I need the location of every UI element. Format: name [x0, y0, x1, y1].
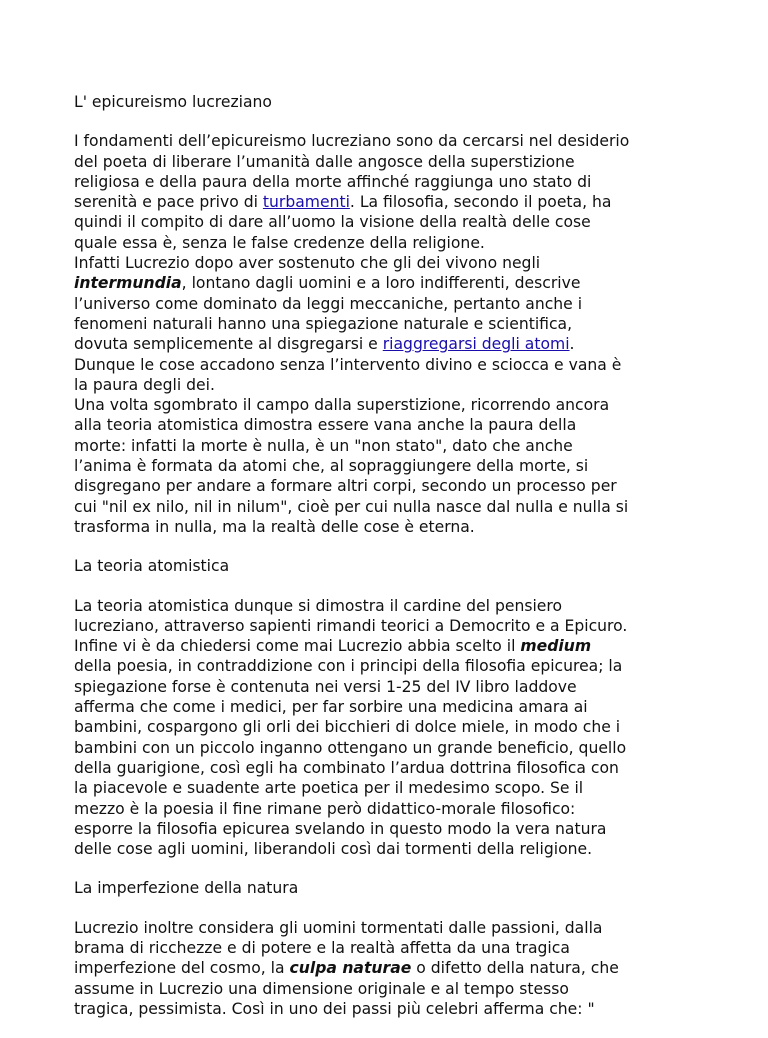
paragraph-teoria-atomistica	[74, 596, 704, 860]
paragraph-epicureismo	[74, 131, 704, 537]
text-line: esporre la filosofia epicurea svelando in questo modo la vera natura	[74, 819, 607, 838]
text-line: Infatti Lucrezio dopo aver sostenuto che gli dei vivono negli	[74, 254, 541, 273]
term-culpa-naturae: culpa naturae	[289, 959, 412, 978]
text-line: afferma che come i medici, per far sorbire una medicina amara ai	[74, 698, 588, 717]
text-line: bambini con un piccolo inganno ottengano un grande beneficio, quello	[74, 738, 627, 757]
text-line: disgregano per andare a formare altri corpi, secondo un processo per	[74, 477, 617, 496]
text-line: Una volta sgombrato il campo dalla superstizione, ricorrendo ancora	[74, 396, 610, 415]
text-line	[74, 958, 704, 978]
text-line: la piacevole e suadente arte poetica per il medesimo scopo. Se il	[74, 779, 584, 798]
text-line: mezzo è la poesia il fine rimane però didattico-morale filosofico:	[74, 799, 576, 818]
text-fragment: . La filosofia, secondo il poeta, ha	[349, 193, 612, 212]
text-line: cui "nil ex nilo, nil in nilum", cioè per cui nulla nasce dal nulla e nulla si	[74, 497, 629, 516]
link-riaggregarsi-degli-atomi[interactable]: riaggregarsi degli atomi	[382, 335, 570, 354]
text-fragment: imperfezione del cosmo, la	[74, 959, 290, 978]
text-line: alla teoria atomistica dimostra essere vana anche la paura della	[74, 416, 577, 435]
text-line: tragica, pessimista. Così in uno dei passi più celebri afferma che: "	[74, 999, 595, 1018]
text-line: la paura degli dei.	[74, 375, 215, 394]
text-line: Dunque le cose accadono senza l’intervento divino e sciocca e vana è	[74, 355, 622, 374]
text-line: del poeta di liberare l’umanità dalle angosce della superstizione	[74, 152, 575, 171]
text-line: delle cose agli uomini, liberandoli così dai tormenti della religione.	[74, 840, 593, 859]
text-line	[74, 636, 704, 656]
text-line: l’anima è formata da atomi che, al sopraggiungere della morte, si	[74, 457, 589, 476]
text-line: quale essa è, senza le false credenze della religione.	[74, 233, 485, 252]
text-fragment: serenità e pace privo di	[74, 193, 263, 212]
section-title-teoria-atomistica: La teoria atomistica	[74, 557, 230, 576]
text-fragment: Infine vi è da chiedersi come mai Lucrezio abbia scelto il	[74, 637, 521, 656]
text-fragment: dovuta semplicemente al disgregarsi e	[74, 335, 383, 354]
text-line: spiegazione forse è contenuta nei versi 1-25 del IV libro laddove	[74, 677, 577, 696]
text-line: quindi il compito di dare all’uomo la visione della realtà delle cose	[74, 213, 591, 232]
text-line: l’universo come dominato da leggi meccaniche, pertanto anche i	[74, 294, 583, 313]
text-line: La teoria atomistica dunque si dimostra il cardine del pensiero	[74, 596, 562, 615]
text-fragment: , lontano dagli uomini e a loro indifferenti, descrive	[181, 274, 581, 293]
text-fragment: o difetto della natura, che	[411, 959, 619, 978]
text-line: I fondamenti dell’epicureismo lucreziano sono da cercarsi nel desiderio	[74, 132, 630, 151]
link-turbamenti[interactable]: turbamenti	[262, 193, 350, 212]
document-body	[74, 92, 704, 1038]
term-medium: medium	[520, 637, 592, 656]
section-title-epicureismo: L' epicureismo lucreziano	[74, 93, 272, 111]
text-line	[74, 334, 704, 354]
paragraph-imperfezione-natura	[74, 918, 704, 1019]
text-line: religiosa e della paura della morte affinché raggiunga uno stato di	[74, 172, 592, 191]
text-line: assume in Lucrezio una dimensione originale e al tempo stesso	[74, 979, 569, 998]
text-line: della poesia, in contraddizione con i principi della filosofia epicurea; la	[74, 657, 623, 676]
text-line: brama di ricchezze e di potere e la realtà affetta da una tragica	[74, 938, 570, 957]
term-intermundia: intermundia	[74, 274, 182, 293]
text-line: lucreziano, attraverso sapienti rimandi teorici a Democrito e a Epicuro.	[74, 616, 628, 635]
text-line: fenomeni naturali hanno una spiegazione naturale e scientifica,	[74, 314, 573, 333]
text-fragment: .	[569, 335, 575, 354]
text-line	[74, 273, 704, 293]
text-line: bambini, cospargono gli orli dei bicchieri di dolce miele, in modo che i	[74, 718, 621, 737]
text-line: trasforma in nulla, ma la realtà delle cose è eterna.	[74, 517, 475, 536]
text-line: Lucrezio inoltre considera gli uomini tormentati dalle passioni, dalla	[74, 918, 603, 937]
text-line: morte: infatti la morte è nulla, è un "non stato", dato che anche	[74, 436, 573, 455]
text-line: della guarigione, così egli ha combinato l’ardua dottrina filosofica con	[74, 758, 619, 777]
section-title-imperfezione-natura: La imperfezione della natura	[74, 879, 299, 898]
text-line	[74, 192, 704, 212]
